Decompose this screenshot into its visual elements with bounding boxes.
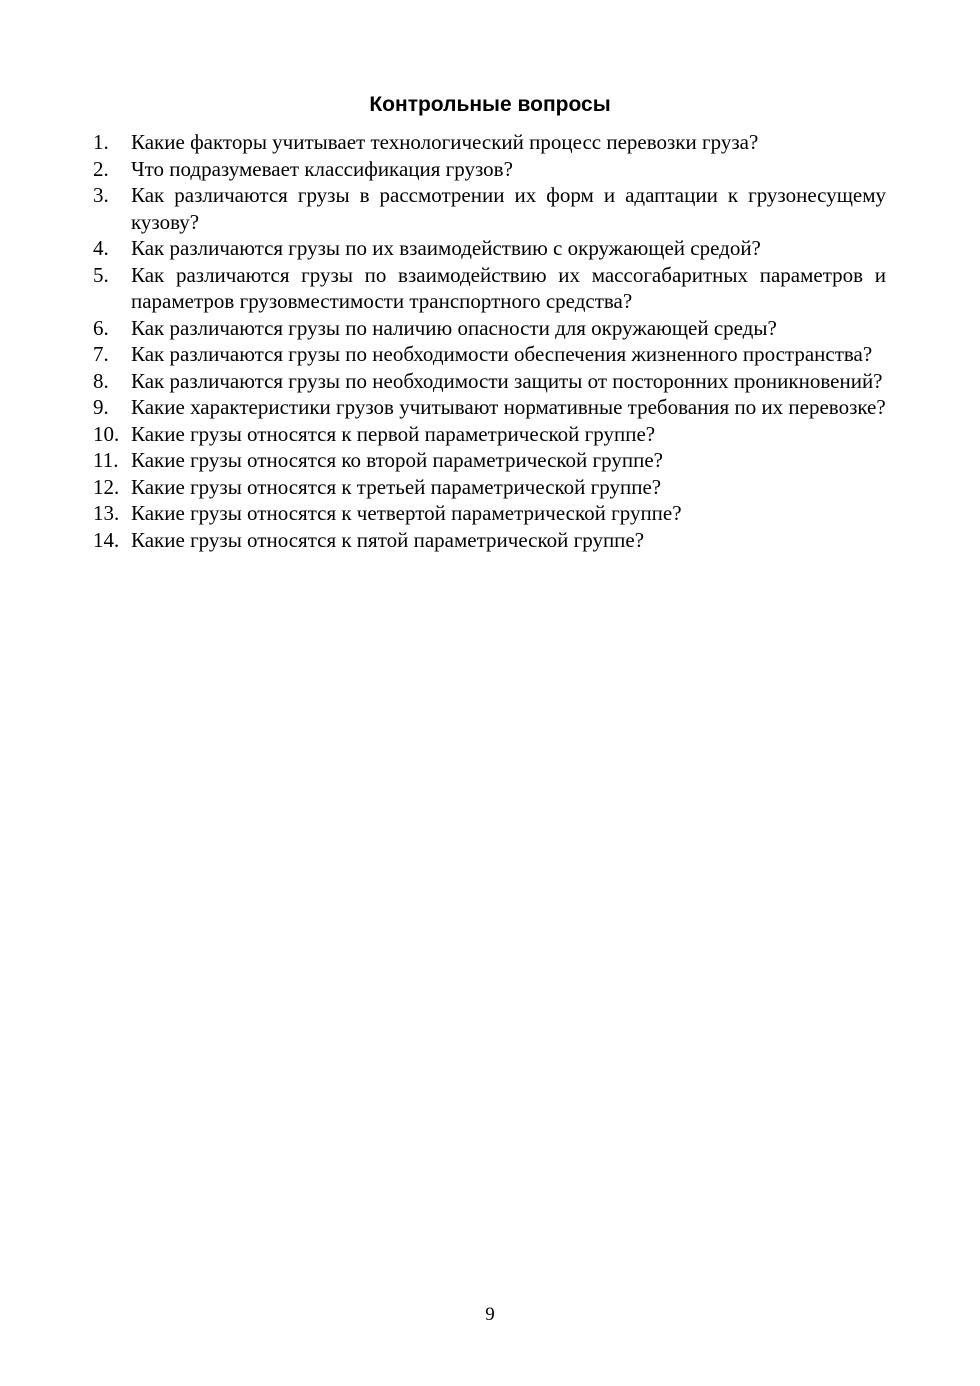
question-text: Какие факторы учитывает технологический процесс перевозки груза? <box>131 130 759 154</box>
list-item <box>93 421 886 448</box>
question-number: 6. <box>93 315 109 340</box>
question-number: 12. <box>93 474 120 499</box>
question-number: 7. <box>93 342 109 366</box>
question-text: Как различаются грузы по наличию опасности для окружающей среды? <box>131 315 777 340</box>
questions-list <box>93 129 886 553</box>
question-text: Что подразумевает классификация грузов? <box>131 156 513 181</box>
list-item <box>93 235 886 262</box>
list-item <box>93 500 886 527</box>
list-item <box>93 394 886 421</box>
question-text: Как различаются грузы по взаимодействию их массогабаритных параметров и параметров грузовместимости транспортного средства? <box>131 262 886 313</box>
question-number: 2. <box>93 156 109 181</box>
question-number: 8. <box>93 368 109 393</box>
question-number: 14. <box>93 527 120 552</box>
list-item <box>93 527 886 554</box>
list-item <box>93 182 886 235</box>
list-item <box>93 474 886 501</box>
question-number: 13. <box>93 501 120 525</box>
list-item <box>93 129 886 156</box>
question-text: Какие грузы относятся ко второй параметрической группе? <box>131 448 663 472</box>
question-text: Какие грузы относятся к четвертой параметрической группе? <box>131 501 682 525</box>
question-number: 5. <box>93 262 109 287</box>
page-number: 9 <box>485 1304 495 1325</box>
question-number: 3. <box>93 183 109 207</box>
list-item <box>93 262 886 315</box>
list-item <box>93 341 886 368</box>
question-text: Как различаются грузы по необходимости обеспечения жизненного пространства? <box>131 342 873 366</box>
question-text: Как различаются грузы по их взаимодействию с окружающей средой? <box>131 236 761 260</box>
question-text: Как различаются грузы в рассмотрении их форм и адаптации к грузонесущему кузову? <box>131 183 886 234</box>
question-number: 4. <box>93 236 109 260</box>
list-item <box>93 447 886 474</box>
list-item <box>93 315 886 342</box>
question-text: Какие грузы относятся к пятой параметрической группе? <box>131 527 645 552</box>
question-number: 9. <box>93 395 109 419</box>
question-number: 1. <box>93 130 109 154</box>
question-text: Какие грузы относятся к первой параметрической группе? <box>131 421 656 446</box>
question-text: Какие грузы относятся к третьей параметрической группе? <box>131 474 662 499</box>
question-text: Какие характеристики грузов учитывают нормативные требования по их перевозке? <box>131 395 886 419</box>
section-heading: Контрольные вопросы <box>369 93 611 116</box>
list-item <box>93 368 886 395</box>
question-number: 11. <box>93 448 119 472</box>
question-text: Как различаются грузы по необходимости защиты от посторонних проникновений? <box>131 368 883 393</box>
list-item <box>93 156 886 183</box>
question-number: 10. <box>93 421 120 446</box>
